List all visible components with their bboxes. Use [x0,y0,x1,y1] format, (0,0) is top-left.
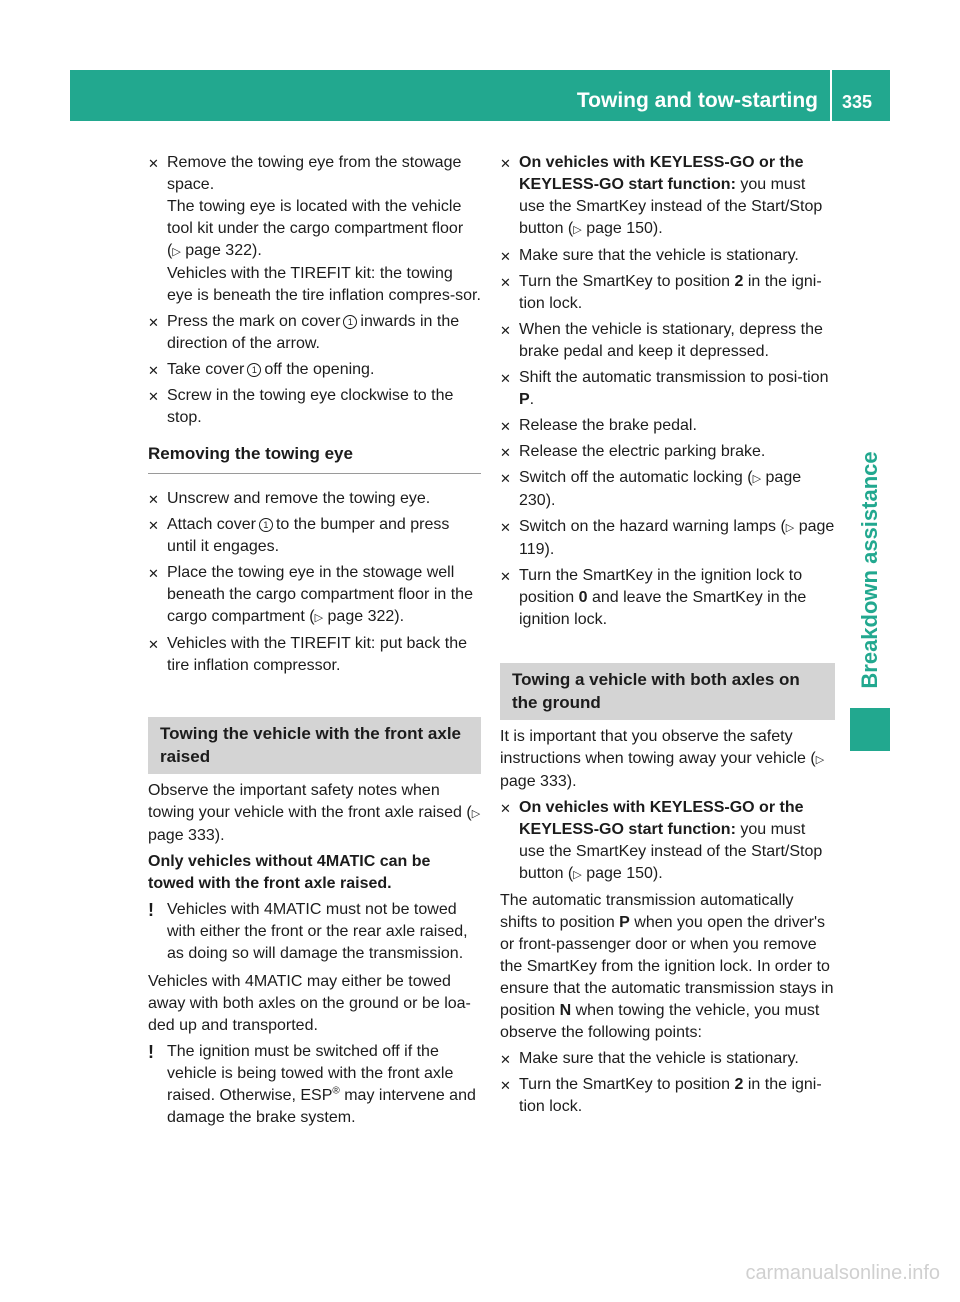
step-arrow-icon: ✕ [148,637,159,652]
step-arrow-icon: ✕ [500,1078,511,1093]
step-arrow-icon: ✕ [148,389,159,404]
section-heading-removing: Removing the towing eye [148,443,481,474]
page-number: 335 [842,92,873,112]
step-arrow-icon: ✕ [148,492,159,507]
step-put-back-compressor: ✕ Vehicles with the TIREFIT kit: put back the tire inflation compressor. [148,635,467,674]
cover-number-icon: 1 [247,363,261,377]
section-heading-front-axle: Towing the vehicle with the front axle raised [148,717,481,774]
step-note: The towing eye is located with the vehicle tool kit under the cargo compartment floor (▷ page 322). [167,198,464,259]
page-ref-icon: ▷ [752,473,762,485]
page-ref-icon: ▷ [314,612,324,624]
step-unscrew: ✕ Unscrew and remove the towing eye. [148,488,481,510]
page-ref: page 230 [519,469,802,509]
step-text: Remove the towing eye from the stowage space. [167,154,462,193]
step-press-mark: ✕ Press the mark on cover 1 inwards in the direction of the arrow. [148,313,460,352]
page-ref: page 322 [185,242,252,259]
page-ref-icon: ▷ [573,224,582,236]
step-stationary: ✕ Make sure that the vehicle is stationary. [500,245,835,267]
step-release-parking-brake: ✕ Release the electric parking brake. [500,441,835,463]
step-arrow-icon: ✕ [500,419,511,434]
side-tab-marker [850,708,890,751]
cover-number-icon: 1 [259,518,273,532]
step-turn-key-0: ✕ Turn the SmartKey in the ignition lock to position 0 and leave the SmartKey in the ignition lock. [500,567,807,628]
side-tab [850,445,890,695]
step-arrow-icon: ✕ [500,1052,511,1067]
step-remove-eye [148,152,481,307]
step-take-cover: ✕ Take cover 1 off the opening. [148,359,481,381]
paragraph: Observe the important safety notes when towing your vehicle with the front axle raised (▷ page 333). [148,782,481,844]
page-header [70,70,890,121]
warning-icon: ! [148,900,154,920]
step-screw-in: ✕ Screw in the towing eye clockwise to the stop. [148,387,454,426]
step-arrow-icon: ✕ [500,249,511,264]
step-attach-cover: ✕ Attach cover 1 to the bumper and press until it engages. [148,516,450,555]
step-arrow-icon: ✕ [500,371,511,386]
step-arrow-icon: ✕ [500,569,511,584]
paragraph: The automatic transmission automatically shifts to position P when you open the driver's or front-passenger door or when you remove the SmartKey from the ignition lock. In order to ensure that the automatic transmission stays in position N when towing the vehicle, you must observe the following points: [500,892,834,1041]
step-arrow-icon: ✕ [148,315,159,330]
step-keyless-go-2: ✕ On vehicles with KEYLESS-GO or the KEYLESS-GO start function: you must use the SmartKey instead of the Start/Stop button (▷ page 150). [500,799,823,882]
step-note: Vehicles with the TIREFIT kit: the towing eye is beneath the tire inflation compres-sor. [167,265,481,304]
chapter-title: Towing and tow-starting [576,89,818,112]
page-ref-icon: ▷ [471,808,481,820]
step-arrow-icon: ✕ [500,323,511,338]
step-arrow-icon: ✕ [148,566,159,581]
page-ref: page 150 [586,865,653,882]
step-shift-p: ✕ Shift the automatic transmission to posi-tion P. [500,369,829,408]
step-arrow-icon: ✕ [148,363,159,378]
page-ref: page 150 [586,220,653,237]
step-keyless-go: ✕ On vehicles with KEYLESS-GO or the KEYLESS-GO start function: you must use the SmartKey instead of the Start/Stop button (▷ page 150). [500,154,823,237]
page-ref: page 333 [148,827,215,844]
step-arrow-icon: ✕ [500,801,511,816]
left-column [148,152,481,1135]
warning-note: ! The ignition must be switched off if the vehicle is being towed with the front axle raised. Otherwise, ESP® may intervene and damage the brake system. [148,1042,476,1126]
side-tab-label: Breakdown assistance [857,451,882,689]
section-heading-both-axles: Towing a vehicle with both axles on the ground [500,663,835,720]
page-ref: page 322 [327,608,395,625]
step-place-eye: ✕ Place the towing eye in the stowage well beneath the cargo compartment floor in the cargo compartment (▷ page 322). [148,564,473,625]
step-auto-locking: ✕ Switch off the automatic locking (▷ page 230). [500,469,802,509]
warning-icon: ! [148,1042,154,1062]
step-arrow-icon: ✕ [500,520,511,535]
step-release-brake-pedal: ✕ Release the brake pedal. [500,415,835,437]
step-arrow-icon: ✕ [148,518,159,533]
page-ref-icon: ▷ [815,754,825,766]
right-column [500,152,835,1122]
step-arrow-icon: ✕ [148,156,159,171]
paragraph: It is important that you observe the safety instructions when towing away your vehicle (▷ page 333). [500,728,825,790]
cover-number-icon: 1 [343,315,357,329]
watermark-text: carmanualsonline.info [745,1262,940,1284]
page-ref: page 333 [500,773,567,790]
step-hazard-lamps: ✕ Switch on the hazard warning lamps (▷ page 119). [500,518,835,558]
step-stationary-2: ✕ Make sure that the vehicle is stationary. [500,1048,835,1070]
page-ref-icon: ▷ [573,869,582,881]
page-ref: page 119 [519,518,835,558]
step-turn-key-2: ✕ Turn the SmartKey to position 2 in the igni-tion lock. [500,273,822,312]
step-arrow-icon: ✕ [500,156,511,171]
step-depress-brake: ✕ When the vehicle is stationary, depress the brake pedal and keep it depressed. [500,321,823,360]
paragraph: Vehicles with 4MATIC may either be towed away with both axles on the ground or be loa-ded up and transported. [148,973,471,1034]
header-divider [830,70,832,121]
step-arrow-icon: ✕ [500,275,511,290]
page-ref-icon: ▷ [785,522,795,534]
step-turn-key-2-again: ✕ Turn the SmartKey to position 2 in the igni-tion lock. [500,1076,822,1115]
page-ref-icon: ▷ [172,246,181,258]
step-arrow-icon: ✕ [500,445,511,460]
step-arrow-icon: ✕ [500,471,511,486]
bold-note: Only vehicles without 4MATIC can be towed with the front axle raised. [148,853,431,892]
warning-note: ! Vehicles with 4MATIC must not be towed with either the front or the rear axle raised, as doing so will damage the transmission. [148,900,468,962]
